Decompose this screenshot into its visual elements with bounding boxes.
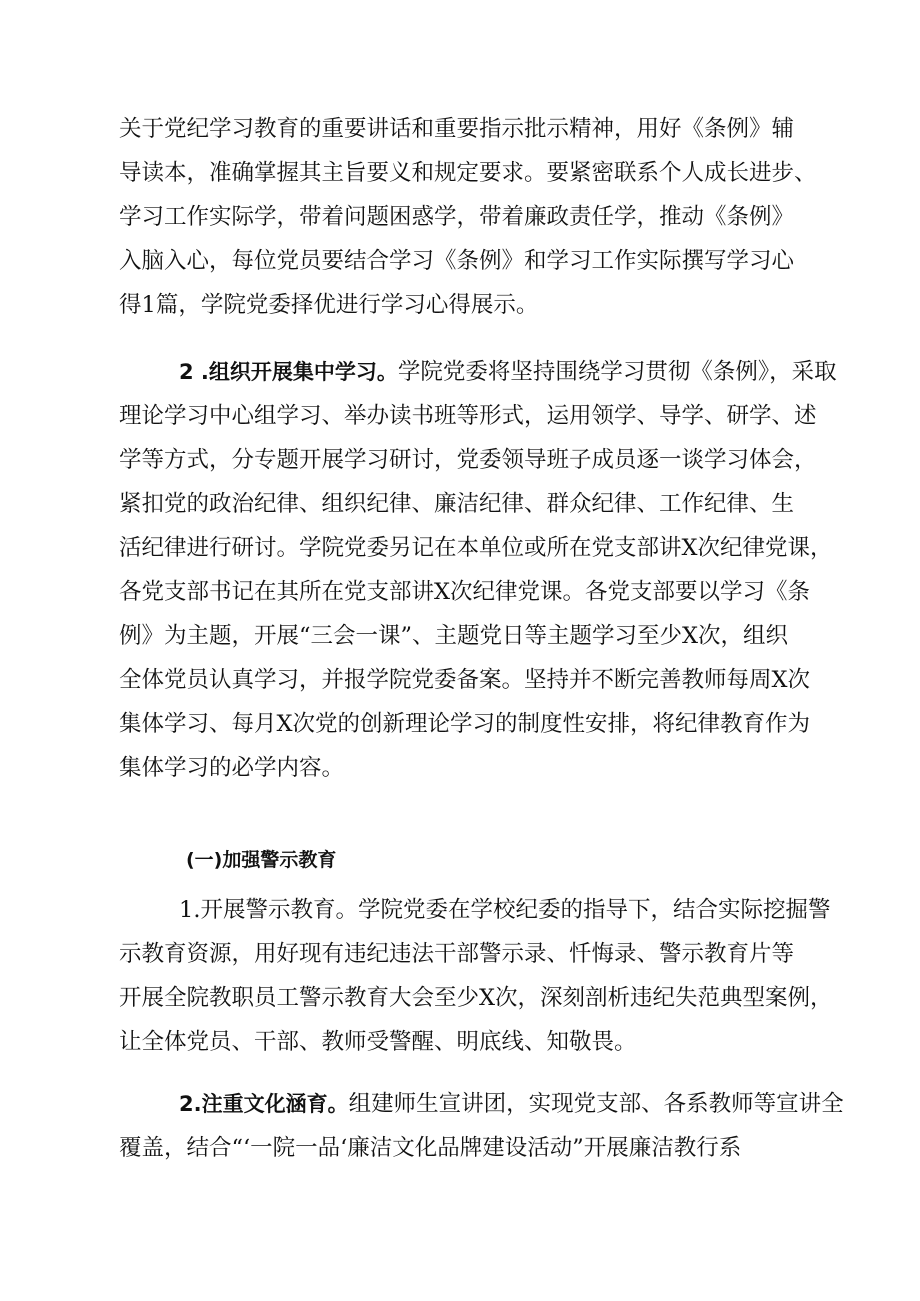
paragraph-lead: 2.注重文化涵育。 xyxy=(179,1092,349,1116)
text-line: 导读本，准确掌握其主旨要义和规定要求。要紧密联系个人成长进步、 xyxy=(119,160,817,186)
text-line: 理论学习中心组学习、举办读书班等形式，运用领学、导学、研学、述 xyxy=(119,403,817,429)
text-line: 得1篇，学院党委择优进行学习心得展示。 xyxy=(119,292,539,318)
text-line: 集体学习的必学内容。 xyxy=(119,755,345,781)
text-line: 紧扣党的政治纪律、组织纪律、廉洁纪律、群众纪律、工作纪律、生 xyxy=(119,491,795,517)
paragraph-lead: 2 .组织开展集中学习。 xyxy=(179,360,398,384)
text-line: 让全体党员、干部、教师受警醒、明底线、知敬畏。 xyxy=(119,1029,637,1055)
text-line: 学习工作实际学，带着问题困惑学，带着廉政责任学，推动《条例》 xyxy=(119,204,795,230)
paragraph-3 xyxy=(119,888,833,1064)
text-line: 1.开展警示教育。学院党委在学校纪委的指导下，结合实际挖掘警 xyxy=(179,897,831,923)
text-line: 覆盖，结合“‘一院一品‘廉洁文化品牌建设活动”开展廉洁教行系 xyxy=(119,1135,742,1161)
paragraph-2 xyxy=(119,350,837,790)
text-line: 关于党纪学习教育的重要讲话和重要指示批示精神，用好《条例》辅 xyxy=(119,116,795,142)
text-line: 各党支部书记在其所在党支部讲X次纪律党课。各党支部要以学习《条 xyxy=(119,579,811,605)
section-heading: (一)加强警示教育 xyxy=(186,849,337,871)
paragraph-1 xyxy=(119,107,817,327)
text-line: 活纪律进行研讨。学院党委另记在本单位或所在党支部讲X次纪律党课， xyxy=(119,535,833,561)
text-run: 组建师生宣讲团，实现党支部、各系教师等宣讲全 xyxy=(348,1091,844,1117)
text-line: 学等方式，分专题开展学习研讨，党委领导班子成员逐一谈学习体会， xyxy=(119,447,817,473)
text-line: 示教育资源，用好现有违纪违法干部警示录、忏悔录、警示教育片等 xyxy=(119,941,795,967)
text-line: 集体学习、每月X次党的创新理论学习的制度性安排，将纪律教育作为 xyxy=(119,711,811,737)
paragraph-4 xyxy=(119,1082,844,1170)
text-line xyxy=(119,350,837,394)
text-line: 开展全院教职员工警示教育大会至少X次，深刻剖析违纪失范典型案例， xyxy=(119,985,833,1011)
text-line: 例》为主题，开展“三会一课”、主题党日等主题学习至少X次，组织 xyxy=(119,623,789,649)
text-line: 入脑入心，每位党员要结合学习《条例》和学习工作实际撰写学习心 xyxy=(119,248,795,274)
text-run: 学院党委将坚持围绕学习贯彻《条例》，采取 xyxy=(397,359,837,385)
text-line xyxy=(119,1082,844,1126)
text-line: 全体党员认真学习，并报学院党委备案。坚持并不断完善教师每周X次 xyxy=(119,667,811,693)
